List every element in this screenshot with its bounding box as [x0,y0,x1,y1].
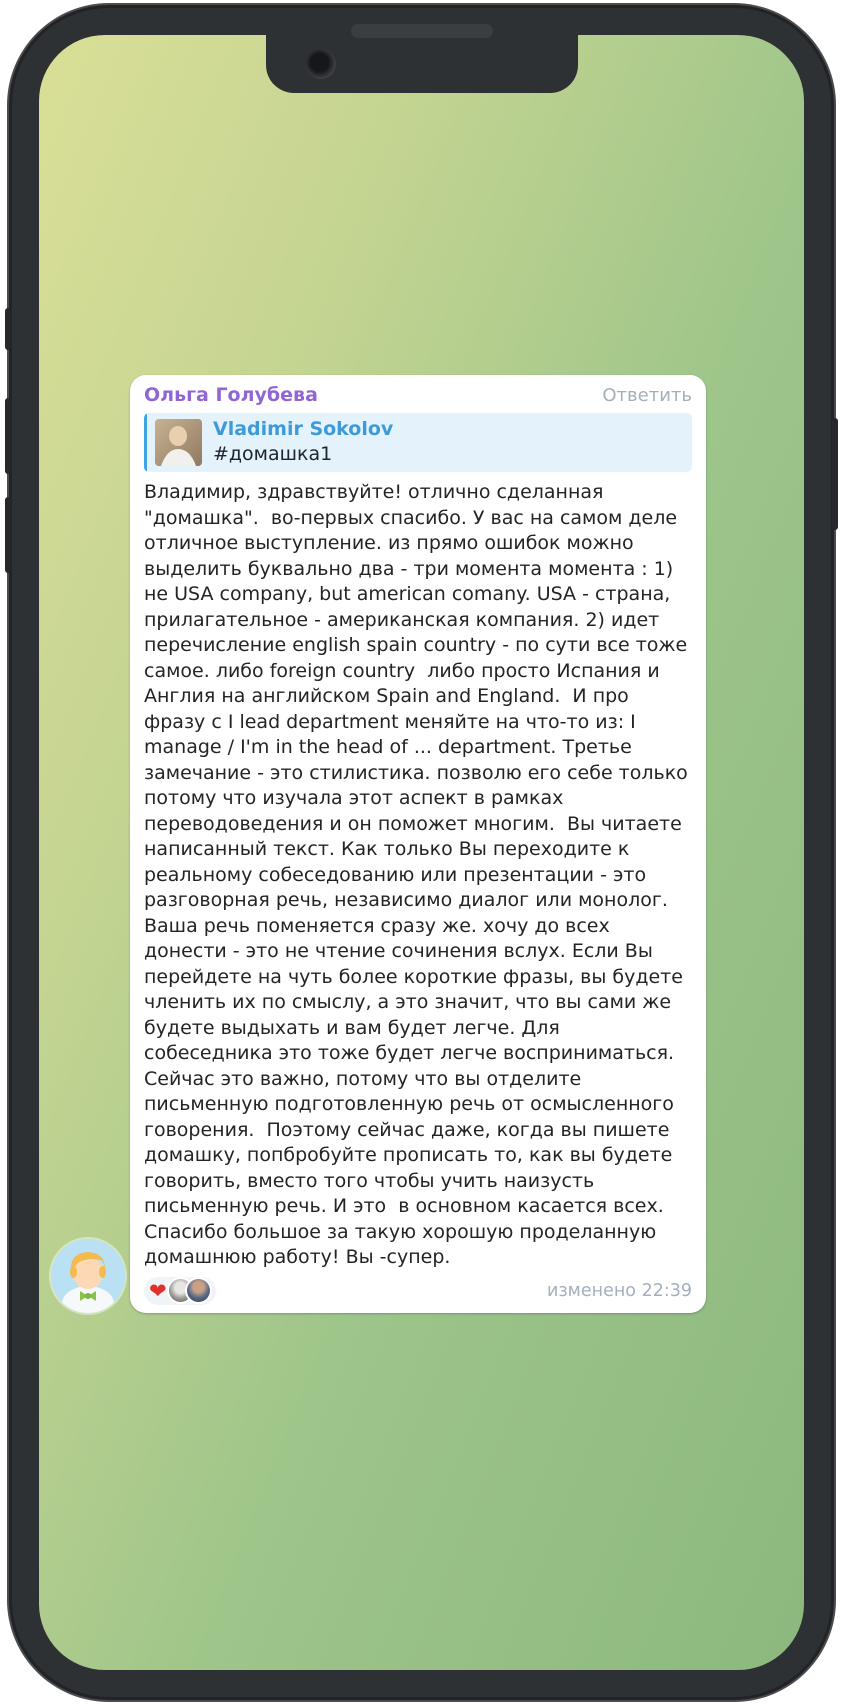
message-header [144,384,692,406]
message-footer [144,1277,692,1305]
reply-button[interactable]: Ответить [602,385,692,406]
front-camera-icon [306,49,336,79]
quoted-message[interactable] [144,413,692,472]
chat-screen [39,35,804,1670]
message-bubble [130,375,706,1313]
volume-down-button[interactable] [5,497,11,573]
power-button[interactable] [832,418,838,530]
speaker-slot-icon [351,24,493,38]
message-body: Владимир, здравствуйте! отлично сделанная "домашка". во-первых спасибо. У вас на самом деле отличное выступление. из прямо ошибок можно выделить буквально два - три момента момента : 1) не USA company, but american comany. USA - страна, прилагательное - американская компания. 2) идет перечисление english spain country - по сути все тоже самое. либо foreign country либо просто Испания и Англия на английском Spain and England. И про фразу с I lead department меняйте на что-то из: I manage / I'm in the head of ... department. Третье замечание - это стилистика. позволю его себе только потому что изучала этот аспект в рамках переводоведения и он поможет многим. Вы читаете написанный текст. Как только Вы переходите к реальному собеседованию или презентации - это разговорная речь, независимо диалог или монолог. Ваша речь поменяется сразу же. хочу до всех донести - это не чтение сочинения вслух. Если Вы перейдете на чуть более короткие фразы, вы будете членить их по смыслу, а это значит, что вы сами же будете выдыхать и вам будет легче. Для собеседника это тоже будет легче восприниматься. Сейчас это важно, потому что вы отделите письменную подготовленную речь от осмысленного говорения. Поэтому сейчас даже, когда вы пишете домашку, попбробуйте прописать то, как вы будете говорить, вместо того чтобы учить наизусть письменную речь. И это в основном касается всех. Спасибо большое за такую хорошую проделанную домашнюю работу! Вы -супер. [144,481,694,1268]
quote-author[interactable]: Vladimir Sokolov [213,418,394,440]
phone-notch [266,35,578,93]
heart-icon: ❤ [149,1278,167,1303]
default-avatar-illustration [51,1239,125,1313]
edited-timestamp: изменено 22:39 [547,1280,692,1301]
quote-accent-bar [144,413,147,472]
mute-switch[interactable] [5,308,11,350]
message-row [51,375,706,1313]
volume-up-button[interactable] [5,398,11,474]
person-photo-placeholder [155,419,202,466]
sender-name[interactable]: Ольга Голубева [144,384,318,406]
sender-avatar[interactable] [51,1239,125,1313]
quote-text: #домашка1 [213,443,333,465]
phone-mockup [9,5,834,1700]
reactor-avatar-2 [187,1279,210,1302]
heart-reaction-pill[interactable] [144,1277,216,1305]
quote-video-thumbnail [155,419,202,466]
quote-texts [202,413,403,472]
